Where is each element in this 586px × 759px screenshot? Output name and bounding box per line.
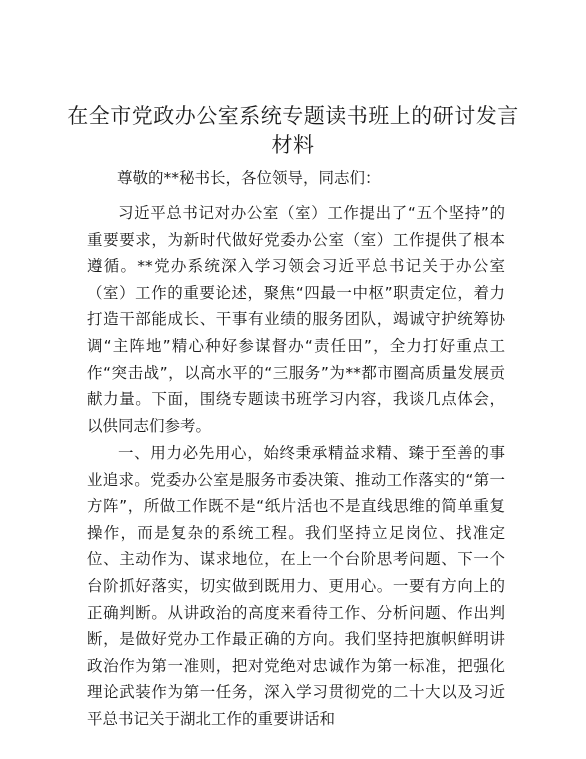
paragraph-section-one: 一、用力必先用心，始终秉承精益求精、臻于至善的事业追求。党委办公室是服务市委决策、推动工作落实的“第一方阵”，所做工作既不是“纸片活也不是直线思维的简单重复操作，而是复杂的系统工程。我们坚持立足岗位、找准定位、主动作为、谋求地位，在上一个台阶思考问题、下一个台阶抓好落实，切实做到既用力、更用心。一要有方向上的正确判断。从讲政治的高度来看待工作、分析问题、作出判断，是做好党办工作最正确的方向。我们坚持把旗帜鲜明讲政治作为第一准则，把对党绝对忠诚作为第一标准，把强化理论武装作为第一任务，深入学习贯彻党的二十大以及习近平总书记关于湖北工作的重要讲话和 <box>87 444 505 728</box>
paragraph-intro: 习近平总书记对办公室（室）工作提出了“五个坚持”的重要要求，为新时代做好党委办公室（室）工作提供了根本遵循。**党办系统深入学习领会习近平总书记关于办公室（室）工作的重要论述，聚焦“四最一中枢”职责定位，着力打造干部能成长、干事有业绩的服务团队，竭诚守护统筹协调“主阵地”精心种好参谋督办“责任田”，全力打好重点工作“突击战”，以高水平的“三服务”为**都市圈高质量发展贡献力量。下面，围绕专题读书班学习内容，我谈几点体会，以供同志们参考。 <box>87 204 505 435</box>
salutation: 尊敬的**秘书长，各位领导，同志们： <box>117 169 381 187</box>
document-title: 在全市党政办公室系统专题读书班上的研讨发言材料 <box>67 104 519 157</box>
